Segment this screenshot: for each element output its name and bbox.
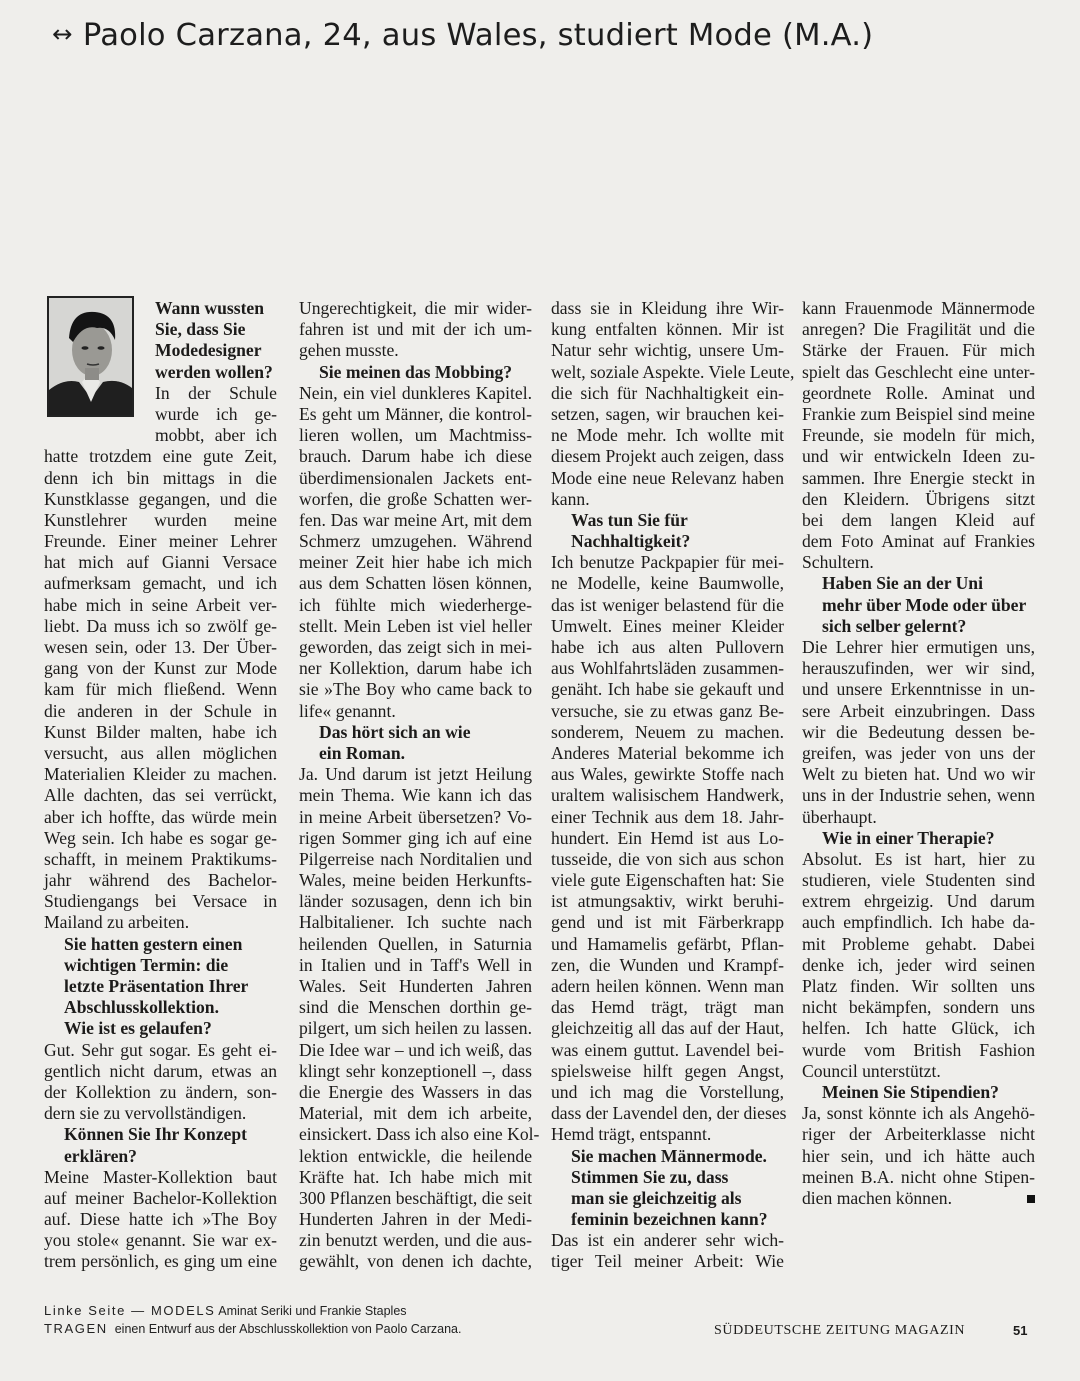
answer-text-line: Ja, sonst könnte ich als Angehö- — [802, 1103, 1035, 1124]
answer-text-line: in Italien und in Taff's Well in — [299, 954, 532, 975]
answer-text-line: dass sie in Kleidung ihre Wir- — [551, 298, 784, 318]
answer-text-line: spielt das Geschlecht eine unter- — [802, 361, 1035, 382]
double-arrow-icon: ↔ — [52, 20, 73, 48]
answer-text-line: jahr während des Bachelor- — [44, 870, 277, 891]
answer-text-line: Ich benutze Packpapier für mei- — [551, 552, 784, 573]
answer-text-line: diesem Projekt auch zeigen, dass — [551, 446, 784, 467]
answer-text-line: tiger Teil meiner Arbeit: Wie — [551, 1251, 784, 1272]
answer-text-line: trem persönlich, es ging um eine — [44, 1251, 277, 1272]
answer-text-line: Kunst Bilder malten, habe ich — [44, 721, 277, 742]
answer-text-line: Mailand zu arbeiten. — [44, 912, 190, 933]
interview-question-line: mehr über Mode oder über — [822, 594, 1027, 615]
answer-text-line: meiner Zeit hier habe ich mich — [299, 552, 532, 573]
answer-text-line: Weg sein. Ich habe es sogar ge- — [44, 827, 277, 848]
answer-text-line: gehen musste. — [299, 340, 399, 361]
answer-text-line: pilgert, um sich heilen zu lassen. — [299, 1018, 532, 1039]
answer-text-line: ich fühlte mich wiederherge- — [299, 594, 532, 615]
answer-text-line: Platz finden. Wir sollten uns — [802, 976, 1035, 996]
answer-text-line: stellt. Mein Leben ist viel heller — [299, 615, 532, 636]
answer-text-line: sonderem, Neuem zu machen. — [551, 721, 784, 742]
answer-text-line: Stärke der Frauen. Für mich — [802, 340, 1035, 361]
answer-text-line: aus Wohlfahrtsläden zusammen- — [551, 658, 784, 679]
answer-text-line: der Kollektion zu ändern, son- — [44, 1081, 277, 1102]
answer-text-line: Wales, meine beiden Herkunfts- — [299, 870, 532, 891]
answer-text-line: sammen. Ihre Energie steckt in — [802, 467, 1035, 488]
answer-text-line: Materialien Kleider zu machen. — [44, 764, 277, 785]
end-of-article-mark-icon — [1027, 1195, 1035, 1203]
answer-text-line: Pilgerreise nach Norditalien und — [299, 848, 532, 869]
answer-text-line: brauch. Darum habe ich diese — [299, 446, 532, 467]
answer-text-line: adern heilen können. Wenn man — [551, 976, 784, 996]
interview-question-line: Wie in einer Therapie? — [822, 827, 995, 848]
answer-text-line: Absolut. Es ist hart, hier zu — [802, 848, 1035, 869]
interview-question-line: Sie, dass Sie — [155, 319, 246, 340]
answer-text-line: dem Foto Aminat auf Frankies — [802, 531, 1035, 552]
caption-text: einen Entwurf aus der Abschlusskollektion von Paolo Carzana. — [114, 1322, 462, 1336]
answer-text-line: zen, die Wunden und Krampf- — [551, 954, 784, 975]
article-column-4 — [802, 298, 1035, 1209]
interview-question-line: Meinen Sie Stipendien? — [822, 1081, 999, 1102]
answer-text-line: Wales. Seit Hunderten Jahren — [299, 976, 532, 996]
answer-text-line: Kunstlehrer wurden meine — [44, 509, 277, 530]
answer-text-line: überdimensionalen Jackets ent- — [299, 467, 532, 488]
answer-text-line: denke ich, jeder wird seinen — [802, 954, 1035, 975]
title-text: Paolo Carzana, 24, aus Wales, studiert Mode (M.A.) — [82, 18, 874, 53]
answer-text-line: hier sein, und ich hätte auch — [802, 1145, 1035, 1166]
answer-text-line: lieren wollen, um Machtmiss- — [299, 425, 532, 446]
answer-text-line: herauszufinden, wer wir sind, — [802, 658, 1035, 679]
interview-question-line: sich selber gelernt? — [822, 615, 967, 636]
answer-text-line: klingt sehr konzeptionell –, dass — [299, 1060, 532, 1081]
interview-question-line: Was tun Sie für — [571, 509, 688, 530]
answer-text-line: Das ist ein anderer sehr wich- — [551, 1230, 784, 1251]
answer-text-line: gentlich nicht darum, etwas an — [44, 1060, 277, 1081]
answer-text-line: mit Probleme gehabt. Dabei — [802, 933, 1035, 954]
answer-text-line: dien machen können. — [802, 1187, 952, 1208]
answer-text-line: Kräfte hat. Ich habe mich mit — [299, 1166, 532, 1187]
answer-text-line: und Hamamelis gefärbt, Pflan- — [551, 933, 784, 954]
answer-text-line: gang von der Kunst zur Mode — [44, 658, 277, 679]
interview-question-line: feminin bezeichnen kann? — [571, 1209, 768, 1230]
answer-text-line: Anderes Material bekomme ich — [551, 742, 784, 763]
interview-question-line: letzte Präsentation Ihrer — [64, 976, 249, 996]
answer-text-line: die Energie des Wassers in das — [299, 1081, 532, 1102]
answer-text-line: auch empfindlich. Ich habe da- — [802, 912, 1035, 933]
answer-text-line: überhaupt. — [802, 806, 877, 827]
answer-text-line: In der Schule — [155, 382, 277, 403]
article-column-1 — [44, 298, 277, 1273]
answer-text-line: gewählt, von denen ich dachte, — [299, 1251, 532, 1272]
answer-text-line: life« genannt. — [299, 700, 396, 721]
answer-text-line: Schultern. — [802, 552, 874, 573]
answer-text-line: uraltem walisischem Handwerk, — [551, 785, 784, 806]
answer-text-line: anregen? Die Fragilität und die — [802, 319, 1035, 340]
answer-text-line: Welt zu bieten hat. Und wo wir — [802, 764, 1035, 785]
answer-text-line: länder sozusagen, denn ich bin — [299, 891, 532, 912]
answer-text-line: wurde vom British Fashion — [802, 1039, 1035, 1060]
answer-text-line: und ich mag die Vorstellung, — [551, 1081, 784, 1102]
answer-text-line: ne Modelle, keine Baumwolle, — [551, 573, 784, 594]
answer-text-line: kung entfalten können. Mir ist — [551, 319, 784, 340]
answer-text-line: lektion entwickle, die heilende — [299, 1145, 532, 1166]
interview-question-line: Können Sie Ihr Konzept — [64, 1124, 247, 1145]
answer-text-line: kam für mich fließend. Wenn — [44, 679, 277, 700]
answer-text-line: Studiengangs bei Versace in — [44, 891, 277, 912]
answer-text-line: Frankie zum Beispiel sind meine — [802, 403, 1035, 424]
answer-text-line: das ist weniger belastend für die — [551, 594, 784, 615]
answer-text-line: Mode eine neue Relevanz haben — [551, 467, 784, 488]
answer-text-line: Ungerechtigkeit, die mir wider- — [299, 298, 532, 318]
interview-question-line: Haben Sie an der Uni — [822, 573, 983, 594]
answer-text-line: hatte trotzdem eine gute Zeit, — [44, 446, 277, 467]
interview-question-line: wichtigen Termin: die — [64, 954, 229, 975]
answer-text-line: Schmerz umzugehen. Während — [299, 531, 532, 552]
answer-text-line: Halbitaliener. Ich suchte nach — [299, 912, 532, 933]
answer-text-line: Alle dachten, das sei verrückt, — [44, 785, 277, 806]
answer-text-line: wesen sein, oder 13. Der Über- — [44, 637, 277, 657]
answer-text-line: spielsweise hilft gegen Angst, — [551, 1060, 784, 1081]
answer-text-line: gleichzeitig all das auf der Haut, — [551, 1018, 784, 1039]
caption-label: Linke Seite — MODELS — [44, 1303, 216, 1318]
answer-text-line: aus Wales, gewirkte Stoffe nach — [551, 764, 784, 785]
answer-text-line: wir die Bedeutung dessen be- — [802, 721, 1035, 742]
answer-text-line: Hemd trägt, entspannt. — [551, 1124, 712, 1145]
caption-label: TRAGEN — [44, 1321, 108, 1336]
answer-text-line: aufmerksam gemacht, und ich — [44, 573, 277, 594]
answer-text-line: Nein, ein viel dunkleres Kapitel. — [299, 382, 532, 403]
interview-question-line: ein Roman. — [319, 742, 406, 763]
answer-text-line: die sich für Nachhaltigkeit ein- — [551, 382, 784, 403]
answer-text-line: und unsere Erkenntnisse in un- — [802, 679, 1035, 700]
answer-text-line: nicht bekämpfen, sondern uns — [802, 997, 1035, 1018]
answer-text-line: heilenden Quellen, in Saturnia — [299, 933, 532, 954]
photo-caption — [44, 1302, 461, 1338]
answer-text-line: Hunderten Jahren in der Medi- — [299, 1209, 532, 1230]
answer-text-line: Material, mit dem ich arbeite, — [299, 1103, 532, 1124]
interview-question-line: Stimmen Sie zu, dass — [571, 1166, 729, 1187]
answer-text-line: geworden, das zeigt sich in mei- — [299, 637, 532, 657]
answer-text-line: Ja. Und darum ist jetzt Heilung — [299, 764, 532, 785]
answer-text-line: wurde ich ge- — [155, 403, 277, 424]
article-title — [52, 18, 873, 53]
answer-text-line: ne Mode mehr. Ich wollte mit — [551, 425, 784, 446]
interview-question-line: Modedesigner — [155, 340, 262, 361]
answer-text-line: Gut. Sehr gut sogar. Es geht ei- — [44, 1039, 277, 1060]
answer-text-line: bei dem langen Kleid auf — [802, 509, 1035, 530]
magazine-name: SÜDDEUTSCHE ZEITUNG MAGAZIN — [714, 1323, 966, 1338]
answer-text-line: kann Frauenmode Männermode — [802, 298, 1035, 318]
answer-text-line: liebt. Da muss ich so zwölf ge- — [44, 615, 277, 636]
answer-text-line: Council unterstützt. — [802, 1060, 941, 1081]
answer-text-line: fen. Das war meine Art, mit dem — [299, 509, 532, 530]
interview-question-line: Wann wussten — [155, 298, 265, 318]
answer-text-line: you stole« genannt. Sie war ex- — [44, 1230, 277, 1251]
answer-text-line: Kunstklasse gegangen, und die — [44, 488, 277, 509]
interview-question-line: Sie meinen das Mobbing? — [319, 361, 513, 382]
answer-text-line: schafft, in meinem Praktikums- — [44, 848, 277, 869]
answer-text-line: dern sie zu vervollständigen. — [44, 1103, 247, 1124]
answer-text-line: riger der Arbeiterklasse nicht — [802, 1124, 1035, 1145]
answer-text-line: extrem ehrgeizig. Und darum — [802, 891, 1035, 912]
answer-text-line: sind die Menschen dorthin ge- — [299, 997, 532, 1018]
interview-question-line: Nachhaltigkeit? — [571, 531, 691, 552]
interview-question-line: Abschlusskollektion. — [64, 997, 219, 1018]
answer-text-line: Die Lehrer hier ermutigen uns, — [802, 637, 1035, 657]
article-column-3 — [551, 298, 795, 1273]
answer-text-line: mein Thema. Wie kann ich das — [299, 785, 532, 806]
answer-text-line: tusseide, die von sich aus schon — [551, 848, 784, 869]
answer-text-line: uns in der Industrie sehen, wenn — [802, 785, 1035, 806]
answer-text-line: ist atmungsaktiv, wirkt beruhi- — [551, 891, 784, 912]
answer-text-line: fahren ist und mit der ich um- — [299, 319, 532, 340]
answer-text-line: und wir entwickeln Ideen zu- — [802, 446, 1035, 467]
interview-question-line: Wie ist es gelaufen? — [64, 1018, 212, 1039]
answer-text-line: auf meiner Bachelor-Kollektion — [44, 1187, 277, 1208]
answer-text-line: viele gute Eigenschaften hat: Sie — [551, 870, 784, 891]
answer-text-line: versuche, sie zu etwas ganz Be- — [551, 700, 784, 721]
answer-text-line: aber ich hoffte, das würde mein — [44, 806, 277, 827]
answer-text-line: in meine Arbeit übersetzen? Vo- — [299, 806, 532, 827]
answer-text-line: helfen. Ich hatte Glück, ich — [802, 1018, 1035, 1039]
answer-text-line: Natur sehr wichtig, unsere Um- — [551, 340, 784, 361]
answer-text-line: setzen, sagen, wir brauchen kei- — [551, 403, 784, 424]
answer-text-line: sie »The Boy who came back to — [299, 679, 532, 700]
interview-question-line: werden wollen? — [155, 361, 273, 382]
answer-text-line: aus dem Schatten lösen können, — [299, 573, 532, 594]
answer-text-line: habe ich aus alten Pullovern — [551, 637, 784, 657]
answer-text-line: geordnete Rolle. Aminat und — [802, 382, 1035, 403]
interview-question-line: Das hört sich an wie — [319, 721, 471, 742]
answer-text-line: versucht, aus allen möglichen — [44, 742, 277, 763]
answer-text-line: gend und ist mit Färberkrapp — [551, 912, 784, 933]
answer-text-line: welt, soziale Aspekte. Viele Leute, — [551, 361, 795, 382]
article-column-2 — [299, 298, 540, 1273]
answer-text-line: greifen, was jeder von uns der — [802, 742, 1035, 763]
answer-text-line: den Kleidern. Übrigens sitzt — [802, 488, 1035, 509]
answer-text-line: auf. Diese hatte ich »The Boy — [44, 1209, 277, 1230]
answer-text-line: einer Technik aus dem 18. Jahr- — [551, 806, 784, 827]
answer-text-line: Die Idee war – und ich weiß, das — [299, 1039, 532, 1060]
answer-text-line: die anderen in der Schule in — [44, 700, 277, 721]
interview-question-line: erklären? — [64, 1145, 137, 1166]
answer-text-line: rigen Sommer ging ich auf eine — [299, 827, 532, 848]
answer-text-line: hundert. Ein Hemd ist aus Lo- — [551, 827, 784, 848]
answer-text-line: studieren, viele Studenten sind — [802, 870, 1035, 891]
answer-text-line: Meine Master-Kollektion baut — [44, 1166, 277, 1187]
answer-text-line: kann. — [551, 488, 590, 509]
interview-question-line: Sie hatten gestern einen — [64, 933, 243, 954]
answer-text-line: mobbt, aber ich — [155, 425, 277, 446]
caption-text: Aminat Seriki und Frankie Staples — [218, 1304, 407, 1318]
answer-text-line: zin benutzt werden, und die aus- — [299, 1230, 532, 1251]
answer-text-line: dass der Lavendel den, der dieses — [551, 1103, 787, 1124]
answer-text-line: hat mich auf Gianni Versace — [44, 552, 277, 573]
answer-text-line: denn ich bin mittags in die — [44, 467, 277, 488]
answer-text-line: habe mich in seine Arbeit ver- — [44, 594, 277, 615]
answer-text-line: 300 Pflanzen beschäftigt, die seit — [299, 1187, 533, 1208]
answer-text-line: meinen B.A. nicht ohne Stipen- — [802, 1166, 1035, 1187]
answer-text-line: worfen, die große Schatten wer- — [299, 488, 532, 509]
answer-text-line: das Hemd trägt, trägt man — [551, 997, 784, 1018]
answer-text-line: Freunde. Einer meiner Lehrer — [44, 531, 277, 552]
answer-text-line: Umwelt. Eines meiner Kleider — [551, 615, 784, 636]
answer-text-line: ner Kollektion, darum habe ich — [299, 658, 532, 679]
answer-text-line: genäht. Ich habe sie gekauft und — [551, 679, 784, 700]
answer-text-line: was einem guttut. Lavendel bei- — [551, 1039, 784, 1060]
interview-question-line: Sie machen Männermode. — [571, 1145, 767, 1166]
answer-text-line: einsickert. Dass ich also eine Kol- — [299, 1124, 540, 1145]
answer-text-line: sere Arbeit einzubringen. Dass — [802, 700, 1035, 721]
page-number: 51 — [1013, 1323, 1028, 1338]
interview-question-line: man sie gleichzeitig als — [571, 1187, 742, 1208]
answer-text-line: Es geht um Männer, die kontrol- — [299, 403, 532, 424]
answer-text-line: Freunde, sie modeln für mich, — [802, 425, 1035, 446]
